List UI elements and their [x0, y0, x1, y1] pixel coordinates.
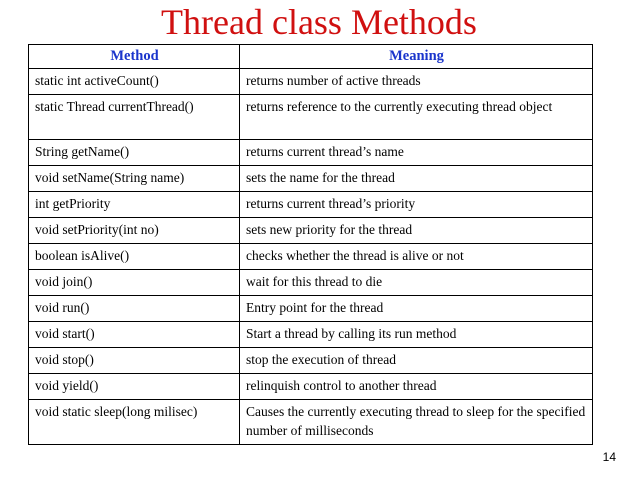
meaning-cell: checks whether the thread is alive or not — [240, 244, 593, 270]
meaning-cell: returns number of active threads — [240, 69, 593, 95]
method-cell: void static sleep(long milisec) — [29, 400, 240, 445]
meaning-cell: sets the name for the thread — [240, 166, 593, 192]
table-row — [29, 244, 593, 270]
table-row — [29, 322, 593, 348]
meaning-cell: Entry point for the thread — [240, 296, 593, 322]
table-row — [29, 348, 593, 374]
table-row — [29, 270, 593, 296]
meaning-cell: stop the execution of thread — [240, 348, 593, 374]
meaning-cell: returns current thread’s name — [240, 140, 593, 166]
method-cell: static int activeCount() — [29, 69, 240, 95]
methods-table — [28, 44, 593, 445]
meaning-cell: Start a thread by calling its run method — [240, 322, 593, 348]
table-row — [29, 69, 593, 95]
method-cell: static Thread currentThread() — [29, 95, 240, 140]
method-cell: void setPriority(int no) — [29, 218, 240, 244]
method-cell: void yield() — [29, 374, 240, 400]
table-row — [29, 192, 593, 218]
method-cell: void run() — [29, 296, 240, 322]
table-row — [29, 296, 593, 322]
slide-title: Thread class Methods — [161, 2, 477, 42]
meaning-cell: sets new priority for the thread — [240, 218, 593, 244]
table-row — [29, 374, 593, 400]
meaning-cell: relinquish control to another thread — [240, 374, 593, 400]
meaning-cell: returns current thread’s priority — [240, 192, 593, 218]
table-row — [29, 95, 593, 140]
header-method: Method — [29, 45, 240, 69]
table-row — [29, 166, 593, 192]
header-meaning: Meaning — [240, 45, 593, 69]
meaning-cell: Causes the currently executing thread to sleep for the specified number of milliseconds — [240, 400, 593, 445]
method-cell: void start() — [29, 322, 240, 348]
method-cell: String getName() — [29, 140, 240, 166]
method-cell: void stop() — [29, 348, 240, 374]
table-header-row — [29, 45, 593, 69]
table-row — [29, 140, 593, 166]
meaning-cell: wait for this thread to die — [240, 270, 593, 296]
table-row — [29, 218, 593, 244]
meaning-cell: returns reference to the currently executing thread object — [240, 95, 593, 140]
method-cell: void setName(String name) — [29, 166, 240, 192]
table-row — [29, 400, 593, 445]
page-number: 14 — [602, 450, 616, 464]
method-cell: int getPriority — [29, 192, 240, 218]
method-cell: void join() — [29, 270, 240, 296]
method-cell: boolean isAlive() — [29, 244, 240, 270]
